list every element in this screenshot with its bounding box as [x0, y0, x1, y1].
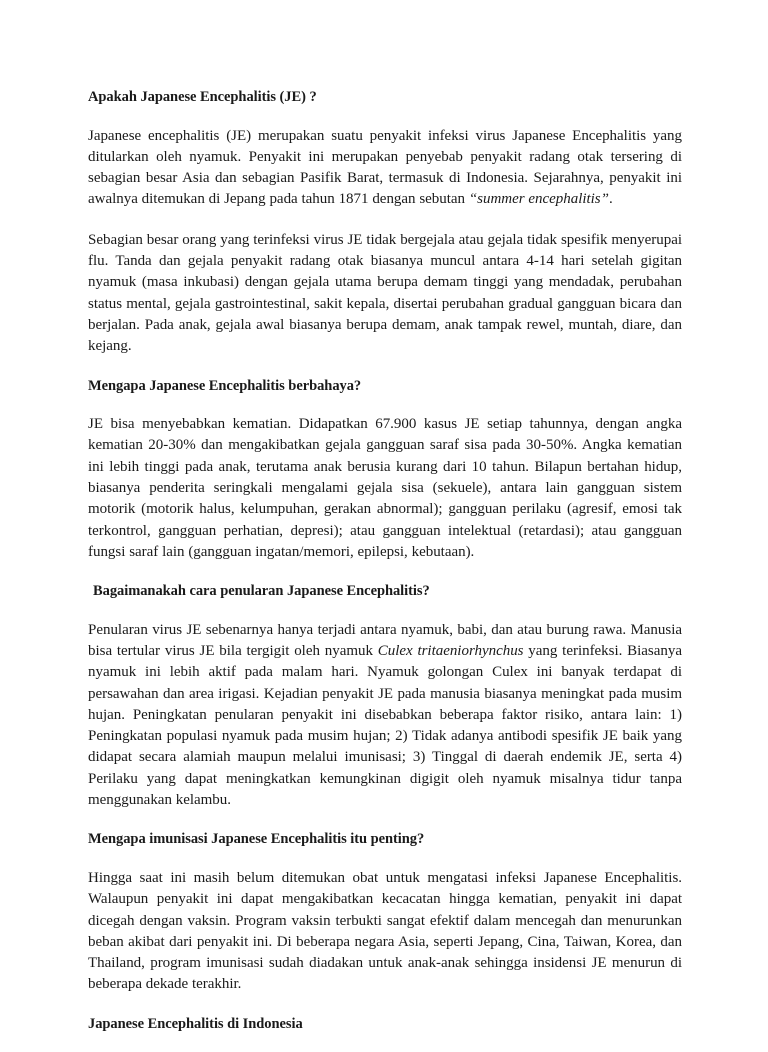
heading-mengapa-imunisasi-penting: Mengapa imunisasi Japanese Encephalitis itu penting? [88, 831, 425, 848]
paragraph-definisi-je-text-before-italic: Japanese encephalitis (JE) merupakan suatu penyakit infeksi virus Japanese Encephalitis yang ditularkan oleh nyamuk. Penyakit ini merupakan penyebab penyakit radang otak tersering di sebagian besar Asia dan sebagian Pasifik Barat, termasuk di Indonesia. Sejarahnya, penyakit ini awalnya ditemukan di Jepang pada tahun 1871 dengan sebutan [88, 127, 682, 208]
heading-cara-penularan: Bagaimanakah cara penularan Japanese Encephalitis? [93, 583, 430, 600]
paragraph-definisi-je [88, 126, 682, 211]
paragraph-bahaya-je: JE bisa menyebabkan kematian. Didapatkan 67.900 kasus JE setiap tahunnya, dengan angka kematian 20-30% dan mengakibatkan gejala gangguan saraf sisa pada 30-50%. Angka kematian ini lebih tinggi pada anak, terutama anak berusia kurang dari 10 tahun. Bilapun bertahan hidup, biasanya penderita seringkali mengalami gejala sisa (sekuele), antara lain gangguan sistem motorik (motorik halus, kelumpuhan, gerakan abnormal); gangguan perilaku (agresif, emosi tak terkontrol, gangguan perhatian, depresi); atau gangguan intelektual (retardasi); atau gangguan fungsi saraf lain (gangguan ingatan/memori, epilepsi, kebutaan). [88, 416, 682, 560]
paragraph-definisi-je-text-after-italic: . [608, 191, 613, 208]
paragraph-penularan-je-text-after-italic: yang terinfeksi. Biasanya nyamuk ini lebih aktif pada malam hari. Nyamuk golongan Culex ini banyak terdapat di persawahan dan area irigasi. Kejadian penyakit JE pada manusia biasanya meningkat pada musim hujan. Peningkatan penularan penyakit ini disebabkan beberapa faktor risiko, antara lain: 1) Peningkatan populasi nyamuk pada musim hujan; 2) Tidak adanya antibodi spesifik JE baik yang didapat secara alamiah maupun melalui imunisasi; 3) Tinggal di daerah endemik JE, serta 4) Perilaku yang dapat meningkatkan kemungkinan digigit oleh nyamuk misalnya tidur tanpa menggunakan kelambu. [88, 642, 682, 809]
heading-apakah-je: Apakah Japanese Encephalitis (JE) ? [88, 89, 317, 105]
paragraph-definisi-je-italic-term: “summer encephalitis” [468, 191, 609, 208]
document-text-column [88, 88, 682, 1052]
paragraph-penularan-je [88, 620, 682, 812]
heading-mengapa-berbahaya: Mengapa Japanese Encephalitis berbahaya? [88, 377, 362, 394]
paragraph-imunisasi-je: Hingga saat ini masih belum ditemukan obat untuk mengatasi infeksi Japanese Encephalitis. Walaupun penyakit ini dapat mengakibatkan kecacatan hingga kematian, penyakit ini dapat dicegah dengan vaksin. Program vaksin terbukti sangat efektif dalam mencegah dan menurunkan beban akibat dari penyakit ini. Di beberapa negara Asia, seperti Jepang, Cina, Taiwan, Korea, dan Thailand, program imunisasi sudah diadakan untuk anak-anak sehingga insidensi JE menurun di beberapa dekade terakhir. [88, 869, 682, 993]
paragraph-penularan-je-italic-species: Culex tritaeniorhynchus [377, 642, 524, 659]
paragraph-penularan-je-text-before-italic: Penularan virus JE sebenarnya hanya terjadi antara nyamuk, babi, dan atau burung rawa. Manusia bisa tertular virus JE bila tergigit oleh nyamuk [88, 621, 682, 659]
paragraph-gejala-je: Sebagian besar orang yang terinfeksi virus JE tidak bergejala atau gejala tidak spesifik menyerupai flu. Tanda dan gejala penyakit radang otak biasanya muncul antara 4-14 hari setelah gigitan nyamuk (masa inkubasi) dengan gejala utama berupa demam tinggi yang mendadak, perubahan status mental, gejala gastrointestinal, sakit kepala, disertai perubahan gradual gangguan bicara dan berjalan. Pada anak, gejala awal biasanya berupa demam, anak tampak rewel, muntah, diare, dan kejang. [88, 231, 682, 355]
heading-je-di-indonesia: Japanese Encephalitis di Indonesia [88, 1015, 303, 1032]
